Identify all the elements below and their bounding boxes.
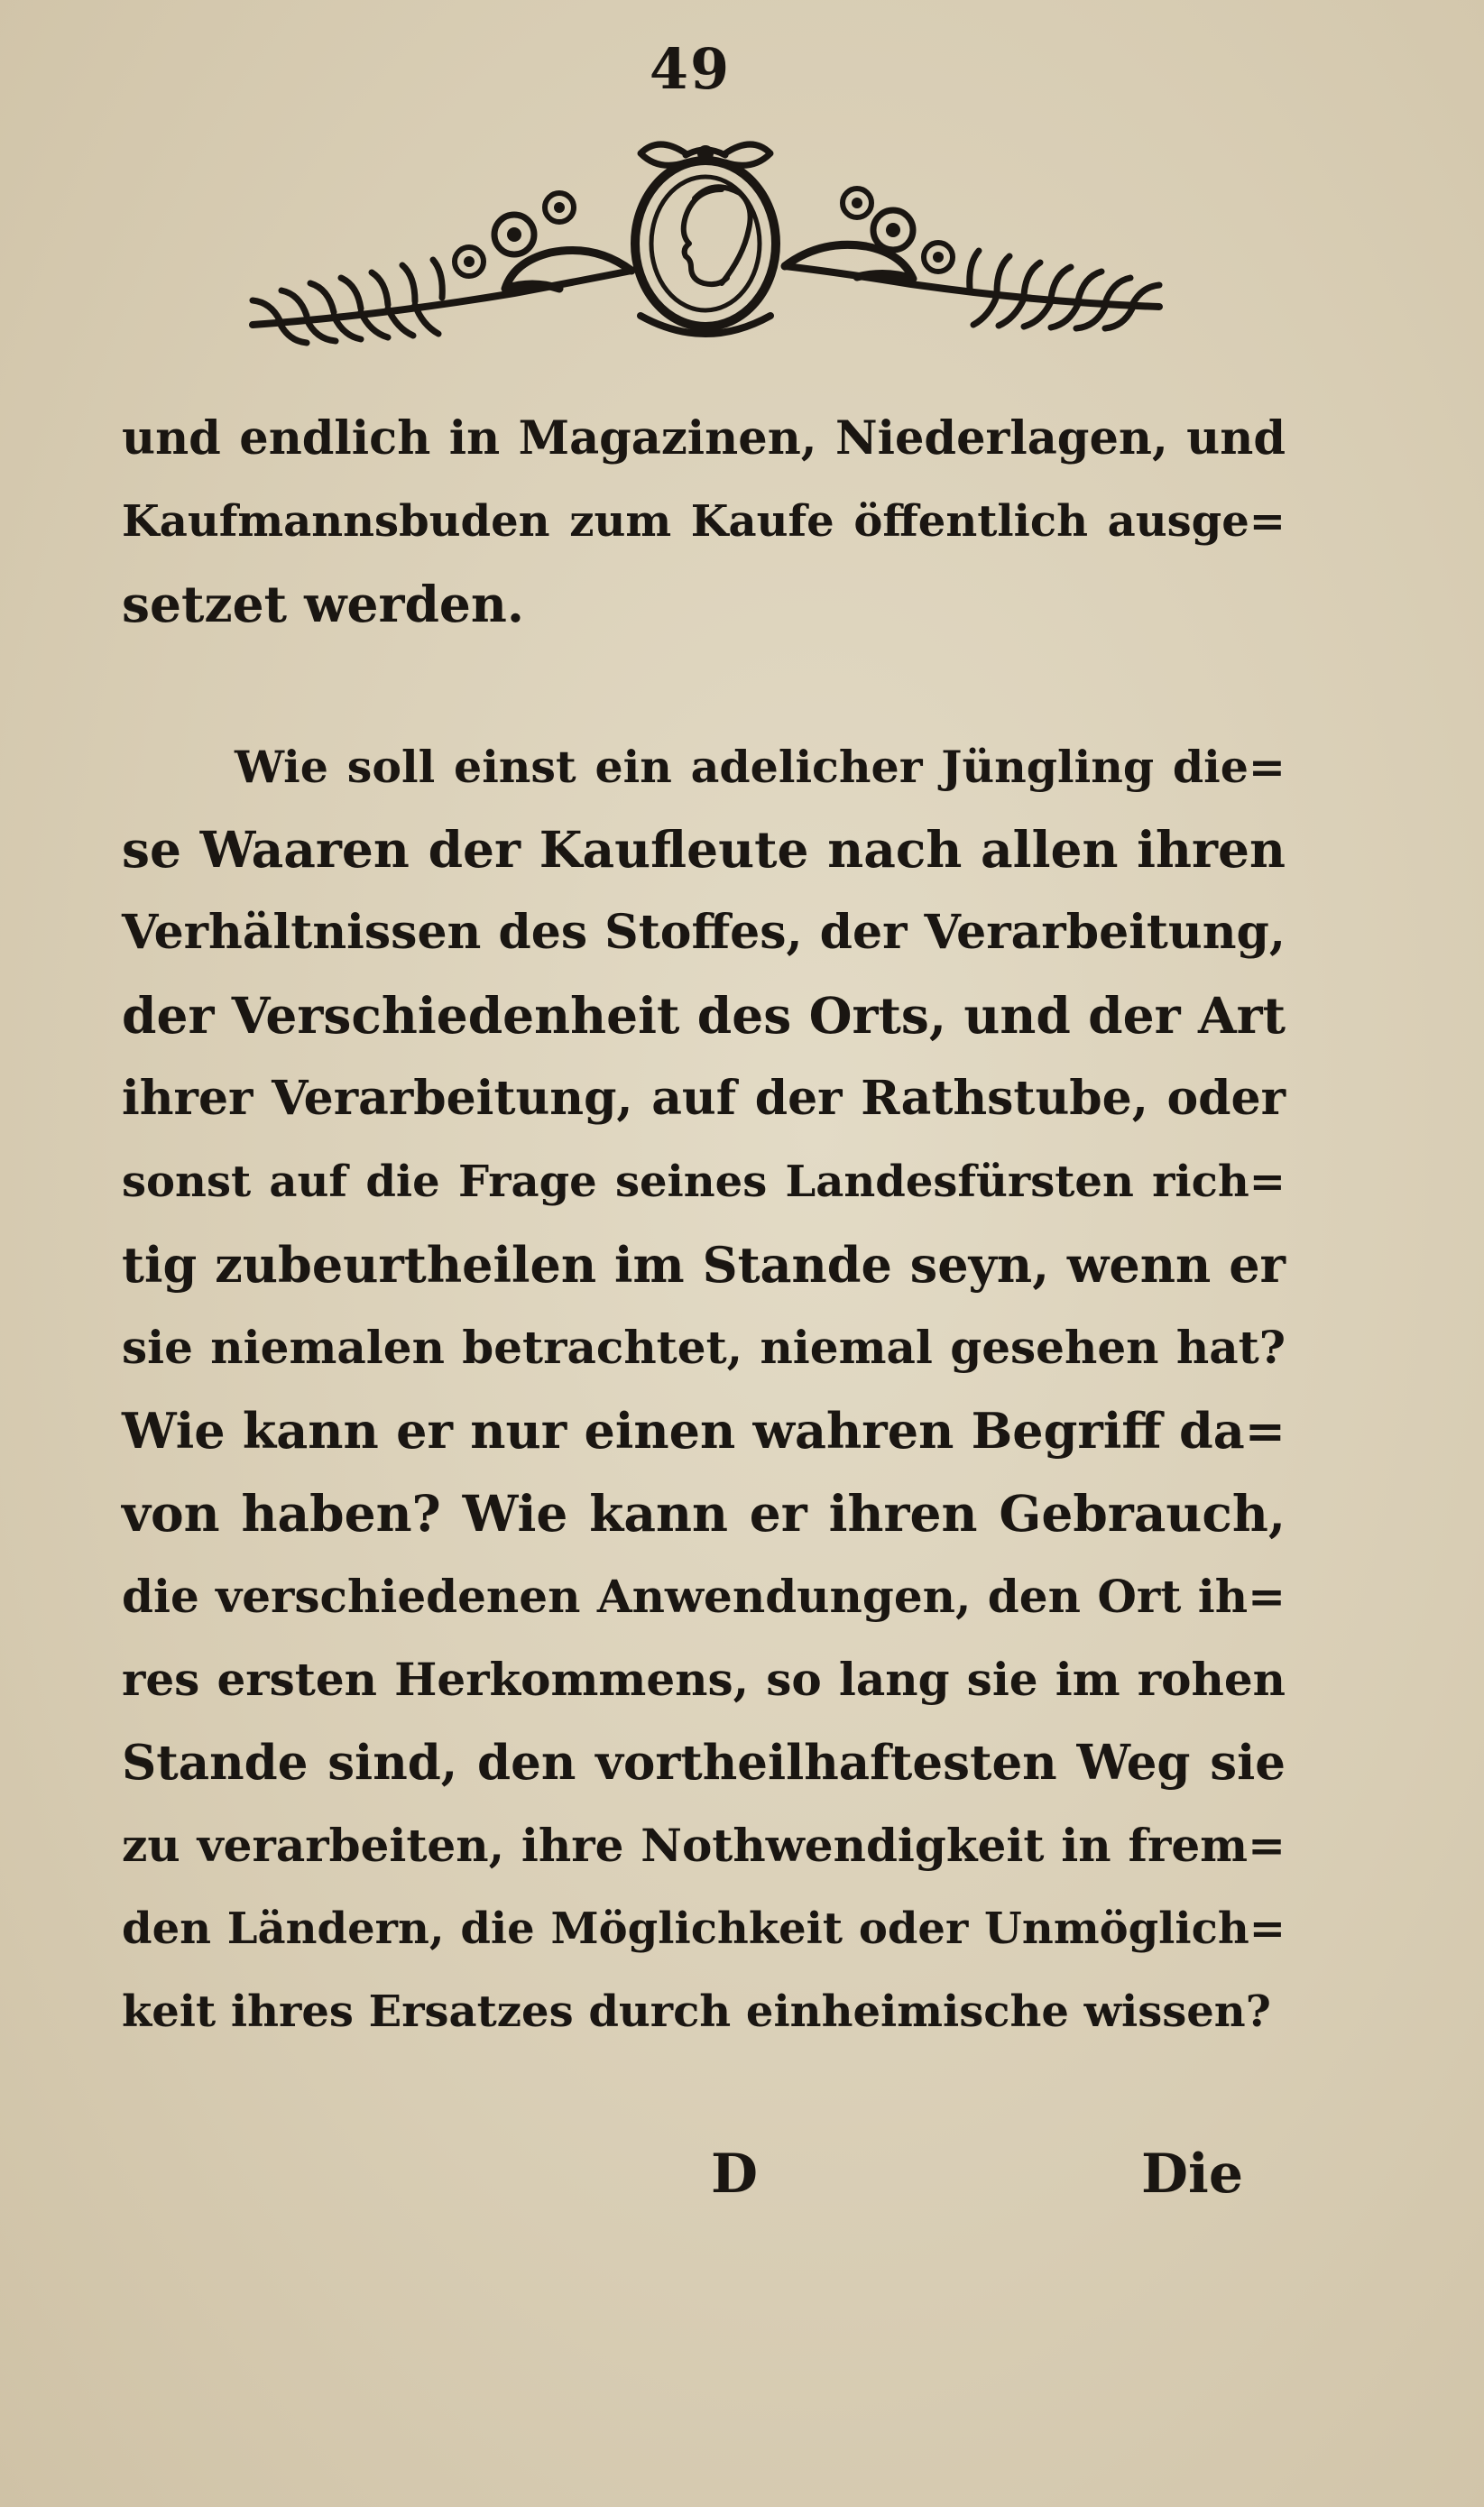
paragraph-gap: [122, 646, 1286, 725]
text-line: die verschiedenen Anwendungen, den Ort ih=: [122, 1570, 1286, 1623]
text-line: sonst auf die Frage seines Landesfürsten rich=: [122, 1157, 1286, 1207]
text-line: Kaufmannsbuden zum Kaufe öffentlich ausge=: [122, 496, 1286, 547]
page-number: 49: [649, 36, 732, 102]
text-line: der Verschiedenheit des Orts, und der Art: [122, 986, 1286, 1045]
text-line: Wie soll einst ein adelicher Jüngling die=: [235, 741, 1286, 793]
text-line: zu verarbeiten, ihre Nothwendigkeit in frem=: [122, 1819, 1286, 1872]
paragraph: [122, 397, 1286, 646]
text-line: Wie kann er nur einen wahren Begriff da=: [122, 1402, 1286, 1460]
text-line: setzet werden.: [122, 575, 525, 633]
text-line: tig zubeurtheilen im Stande seyn, wenn er: [122, 1236, 1286, 1294]
text-line: res ersten Herkommens, so lang sie im rohen: [122, 1653, 1286, 1706]
text-line: Verhältnissen des Stoffes, der Verarbeitung,: [122, 905, 1286, 960]
text-line: ihrer Verarbeitung, auf der Rathstube, oder: [122, 1071, 1286, 1126]
body-text: [122, 397, 1286, 2053]
text-line: keit ihres Ersatzes durch einheimische wissen?: [122, 1986, 1271, 2037]
page-footer: [0, 2143, 1484, 2233]
text-line: den Ländern, die Möglichkeit oder Unmöglich=: [122, 1903, 1286, 1954]
paragraph: [122, 725, 1286, 2053]
text-line: se Waaren der Kaufleute nach allen ihren: [122, 820, 1286, 879]
text-line: von haben? Wie kann er ihren Gebrauch,: [122, 1484, 1286, 1543]
text-line: und endlich in Magazinen, Niederlagen, und: [122, 411, 1286, 465]
text-line: sie niemalen betrachtet, niemal gesehen hat?: [122, 1321, 1286, 1374]
text-line: Stande sind, den vortheilhaftesten Weg sie: [122, 1735, 1286, 1791]
catchword: Die: [1141, 2143, 1243, 2206]
signature-mark: D: [711, 2143, 759, 2206]
floral-ornament-icon: [244, 135, 1168, 361]
